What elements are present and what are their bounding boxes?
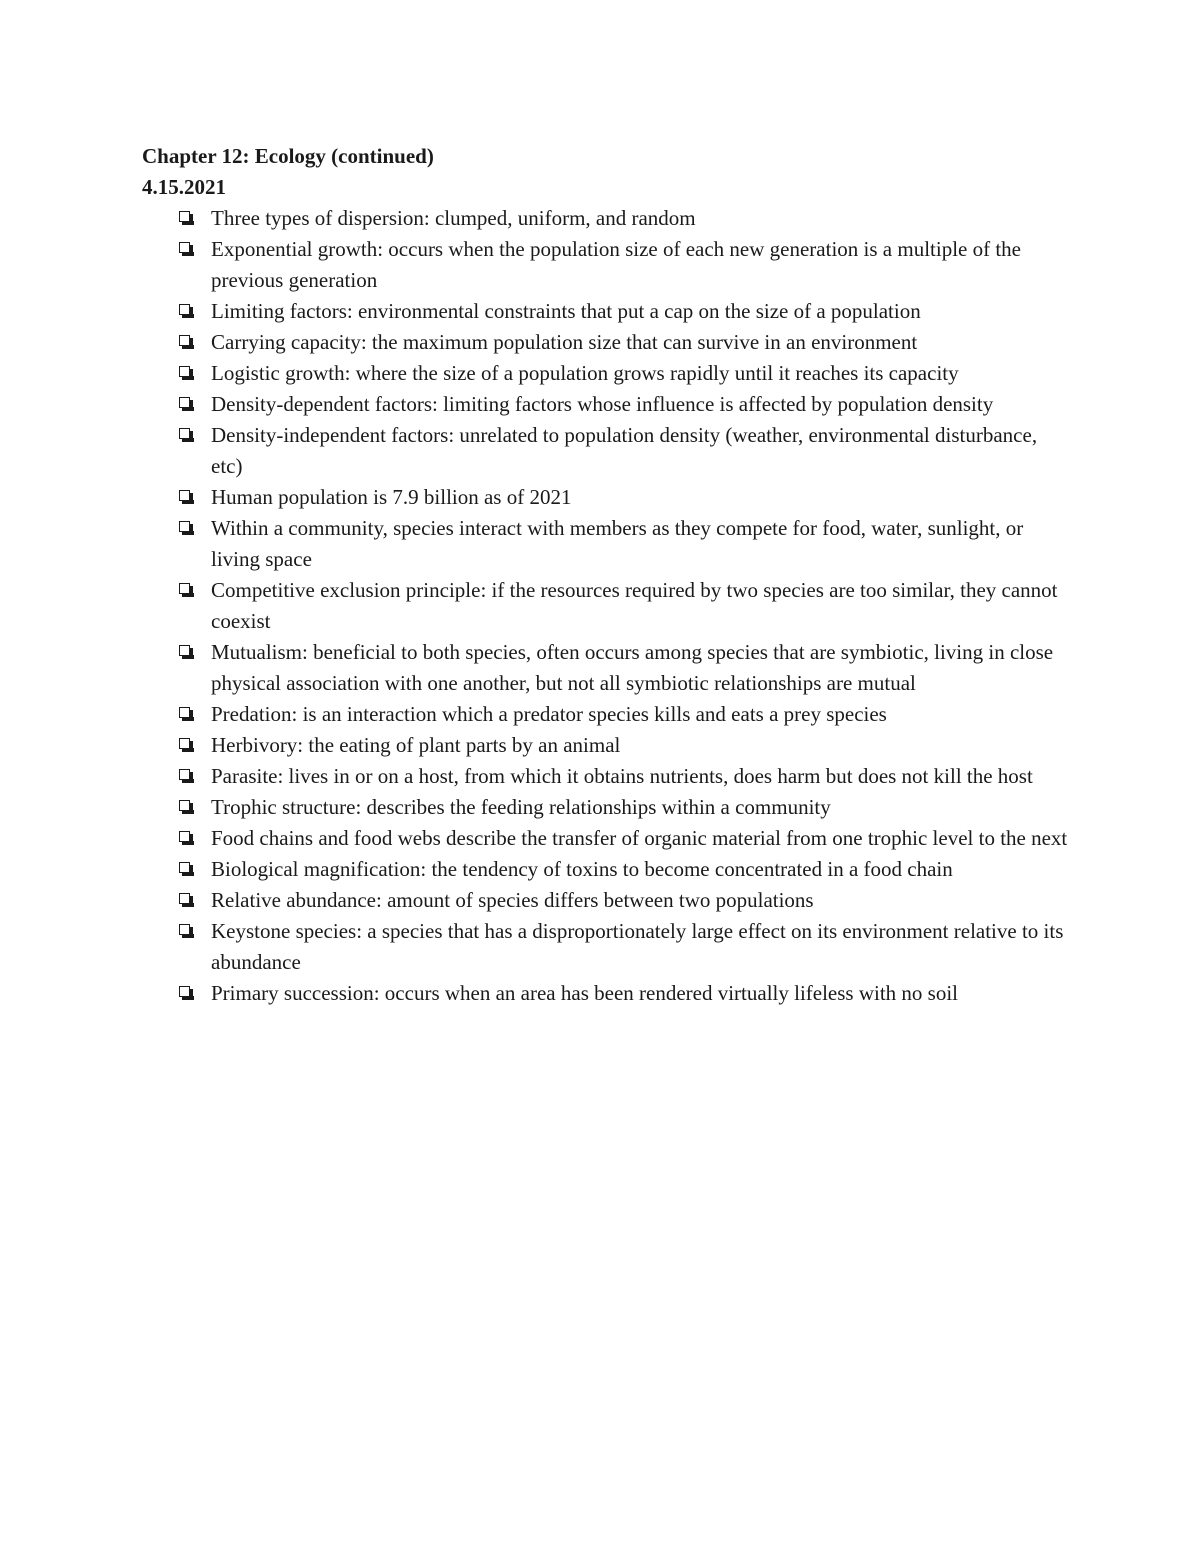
checklist-item-text: Keystone species: a species that has a disproportionately large effect on its environment relative to its abundance bbox=[211, 919, 1064, 974]
checklist-item bbox=[142, 234, 1072, 296]
checkbox-icon bbox=[179, 924, 190, 935]
checklist-item-text: Logistic growth: where the size of a population grows rapidly until it reaches its capacity bbox=[211, 361, 959, 385]
checklist-item-text: Human population is 7.9 billion as of 2021 bbox=[211, 485, 572, 509]
checklist-item bbox=[142, 854, 1072, 885]
checkbox-icon bbox=[179, 366, 190, 377]
checklist-item bbox=[142, 358, 1072, 389]
checkbox-icon bbox=[179, 583, 190, 594]
checkbox-icon bbox=[179, 428, 190, 439]
checklist-item bbox=[142, 203, 1072, 234]
checklist-item bbox=[142, 389, 1072, 420]
checklist-item-text: Parasite: lives in or on a host, from which it obtains nutrients, does harm but does not kill the host bbox=[211, 764, 1033, 788]
checklist-item-text: Food chains and food webs describe the transfer of organic material from one trophic level to the next bbox=[211, 826, 1068, 850]
checkbox-icon bbox=[179, 335, 190, 346]
checklist-item bbox=[142, 699, 1072, 730]
checkbox-icon bbox=[179, 645, 190, 656]
checklist-item bbox=[142, 482, 1072, 513]
checklist-item bbox=[142, 885, 1072, 916]
checkbox-icon bbox=[179, 769, 190, 780]
checklist-item bbox=[142, 327, 1072, 358]
checkbox-icon bbox=[179, 521, 190, 532]
checklist bbox=[142, 203, 1072, 1009]
checklist-item-text: Limiting factors: environmental constraints that put a cap on the size of a population bbox=[211, 299, 921, 323]
checklist-item bbox=[142, 978, 1072, 1009]
checklist-item bbox=[142, 792, 1072, 823]
checklist-item bbox=[142, 761, 1072, 792]
checklist-item bbox=[142, 296, 1072, 327]
checklist-item bbox=[142, 637, 1072, 699]
checkbox-icon bbox=[179, 738, 190, 749]
checklist-item-text: Predation: is an interaction which a predator species kills and eats a prey species bbox=[211, 702, 887, 726]
checkbox-icon bbox=[179, 490, 190, 501]
checklist-item bbox=[142, 823, 1072, 854]
checklist-item-text: Carrying capacity: the maximum population size that can survive in an environment bbox=[211, 330, 918, 354]
checkbox-icon bbox=[179, 862, 190, 873]
document-page bbox=[142, 141, 1072, 1009]
checkbox-icon bbox=[179, 831, 190, 842]
document-title: Chapter 12: Ecology (continued) bbox=[142, 144, 434, 168]
checklist-item bbox=[142, 420, 1072, 482]
checklist-item bbox=[142, 575, 1072, 637]
checklist-item-text: Density-independent factors: unrelated to population density (weather, environmental disturbance, etc) bbox=[211, 423, 1038, 478]
checklist-item-text: Three types of dispersion: clumped, uniform, and random bbox=[211, 206, 696, 230]
checkbox-icon bbox=[179, 893, 190, 904]
checkbox-icon bbox=[179, 397, 190, 408]
document-date: 4.15.2021 bbox=[142, 175, 226, 199]
checkbox-icon bbox=[179, 986, 190, 997]
checklist-item-text: Exponential growth: occurs when the population size of each new generation is a multiple of the previous generation bbox=[211, 237, 1022, 292]
checkbox-icon bbox=[179, 707, 190, 718]
checkbox-icon bbox=[179, 211, 190, 222]
checklist-item bbox=[142, 513, 1072, 575]
checkbox-icon bbox=[179, 242, 190, 253]
checklist-item-text: Mutualism: beneficial to both species, often occurs among species that are symbiotic, living in close physical association with one another, but not all symbiotic relationships are mutual bbox=[211, 640, 1054, 695]
checklist-item-text: Herbivory: the eating of plant parts by an animal bbox=[211, 733, 621, 757]
checklist-item-text: Trophic structure: describes the feeding relationships within a community bbox=[211, 795, 831, 819]
checkbox-icon bbox=[179, 800, 190, 811]
checklist-item-text: Primary succession: occurs when an area has been rendered virtually lifeless with no soil bbox=[211, 981, 959, 1005]
checklist-item-text: Biological magnification: the tendency of toxins to become concentrated in a food chain bbox=[211, 857, 953, 881]
checklist-item-text: Relative abundance: amount of species differs between two populations bbox=[211, 888, 814, 912]
checklist-item bbox=[142, 916, 1072, 978]
checkbox-icon bbox=[179, 304, 190, 315]
checklist-item bbox=[142, 730, 1072, 761]
checklist-item-text: Competitive exclusion principle: if the resources required by two species are too similar, they cannot coexist bbox=[211, 578, 1058, 633]
checklist-item-text: Within a community, species interact with members as they compete for food, water, sunlight, or living space bbox=[211, 516, 1024, 571]
checklist-item-text: Density-dependent factors: limiting factors whose influence is affected by population density bbox=[211, 392, 994, 416]
